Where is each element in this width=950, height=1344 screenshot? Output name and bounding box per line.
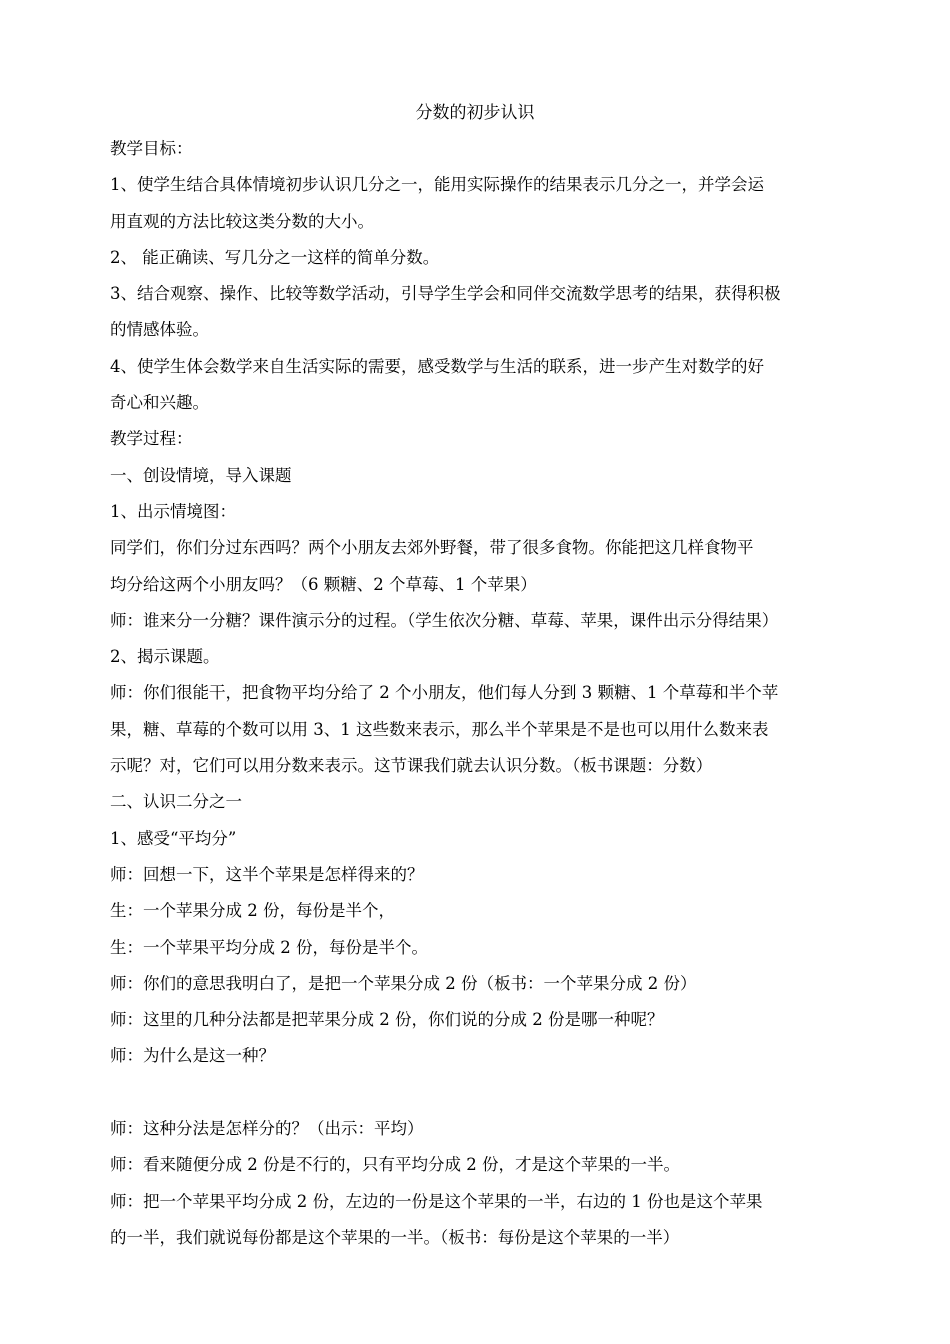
paragraph-line: 师：你们的意思我明白了，是把一个苹果分成 2 份（板书：一个苹果分成 2 份） [110,973,697,993]
paragraph-line: 师：把一个苹果平均分成 2 份，左边的一份是这个苹果的一半，右边的 1 份也是这个苹果 [110,1191,763,1211]
paragraph-line: 3、结合观察、操作、比较等数学活动，引导学生学会和同伴交流数学思考的结果，获得积极 [110,284,781,304]
paragraph-line: 2、 能正确读、写几分之一这样的简单分数。 [110,247,440,267]
paragraph-line: 4、使学生体会数学来自生活实际的需要，感受数学与生活的联系，进一步产生对数学的好 [110,356,764,376]
paragraph-line: 1、出示情境图： [110,501,236,521]
section-heading: 二、认识二分之一 [110,792,242,812]
paragraph-line: 同学们，你们分过东西吗？两个小朋友去郊外野餐，带了很多食物。你能把这几样食物平 [110,538,754,558]
paragraph-line: 1、使学生结合具体情境初步认识几分之一，能用实际操作的结果表示几分之一，并学会运 [110,175,764,195]
paragraph-line: 的情感体验。 [110,320,209,340]
paragraph-line: 师：回想一下，这半个苹果是怎样得来的？ [110,864,424,884]
section-heading: 一、创设情境，导入课题 [110,465,292,485]
section-heading: 教学过程： [110,429,193,449]
paragraph-line: 果，糖、草莓的个数可以用 3、1 这些数来表示，那么半个苹果是不是也可以用什么数来表 [110,719,769,739]
document-body [110,131,855,1256]
paragraph-line: 师：这里的几种分法都是把苹果分成 2 份，你们说的分成 2 份是哪一种呢？ [110,1010,664,1030]
paragraph-line: 1、感受“平均分” [110,828,237,848]
paragraph-line: 师：这种分法是怎样分的？（出示：平均） [110,1119,424,1139]
section-heading: 教学目标： [110,139,193,158]
paragraph-line: 示呢？对，它们可以用分数来表示。这节课我们就去认识分数。（板书课题：分数） [110,756,713,776]
document-title: 分数的初步认识 [415,103,535,123]
paragraph-line: 奇心和兴趣。 [110,393,209,413]
paragraph-line: 师：谁来分一分糖？课件演示分的过程。（学生依次分糖、草莓、苹果，课件出示分得结果） [110,610,779,630]
blank-line [110,1075,855,1111]
paragraph-line: 生：一个苹果分成 2 份，每份是半个， [110,901,395,921]
paragraph-line: 的一半，我们就说每份都是这个苹果的一半。（板书：每份是这个苹果的一半） [110,1227,680,1247]
paragraph-line: 用直观的方法比较这类分数的大小。 [110,211,374,231]
paragraph-line: 师：你们很能干，把食物平均分给了 2 个小朋友，他们每人分到 3 颗糖、1 个草莓和半个苹 [110,683,779,703]
paragraph-line: 生：一个苹果平均分成 2 份，每份是半个。 [110,937,428,957]
paragraph-line: 均分给这两个小朋友吗？（6 颗糖、2 个草莓、1 个苹果） [110,574,537,594]
paragraph-line: 师：看来随便分成 2 份是不行的，只有平均分成 2 份，才是这个苹果的一半。 [110,1155,680,1175]
paragraph-line: 2、揭示课题。 [110,647,220,667]
paragraph-line: 师：为什么是这一种？ [110,1046,275,1066]
